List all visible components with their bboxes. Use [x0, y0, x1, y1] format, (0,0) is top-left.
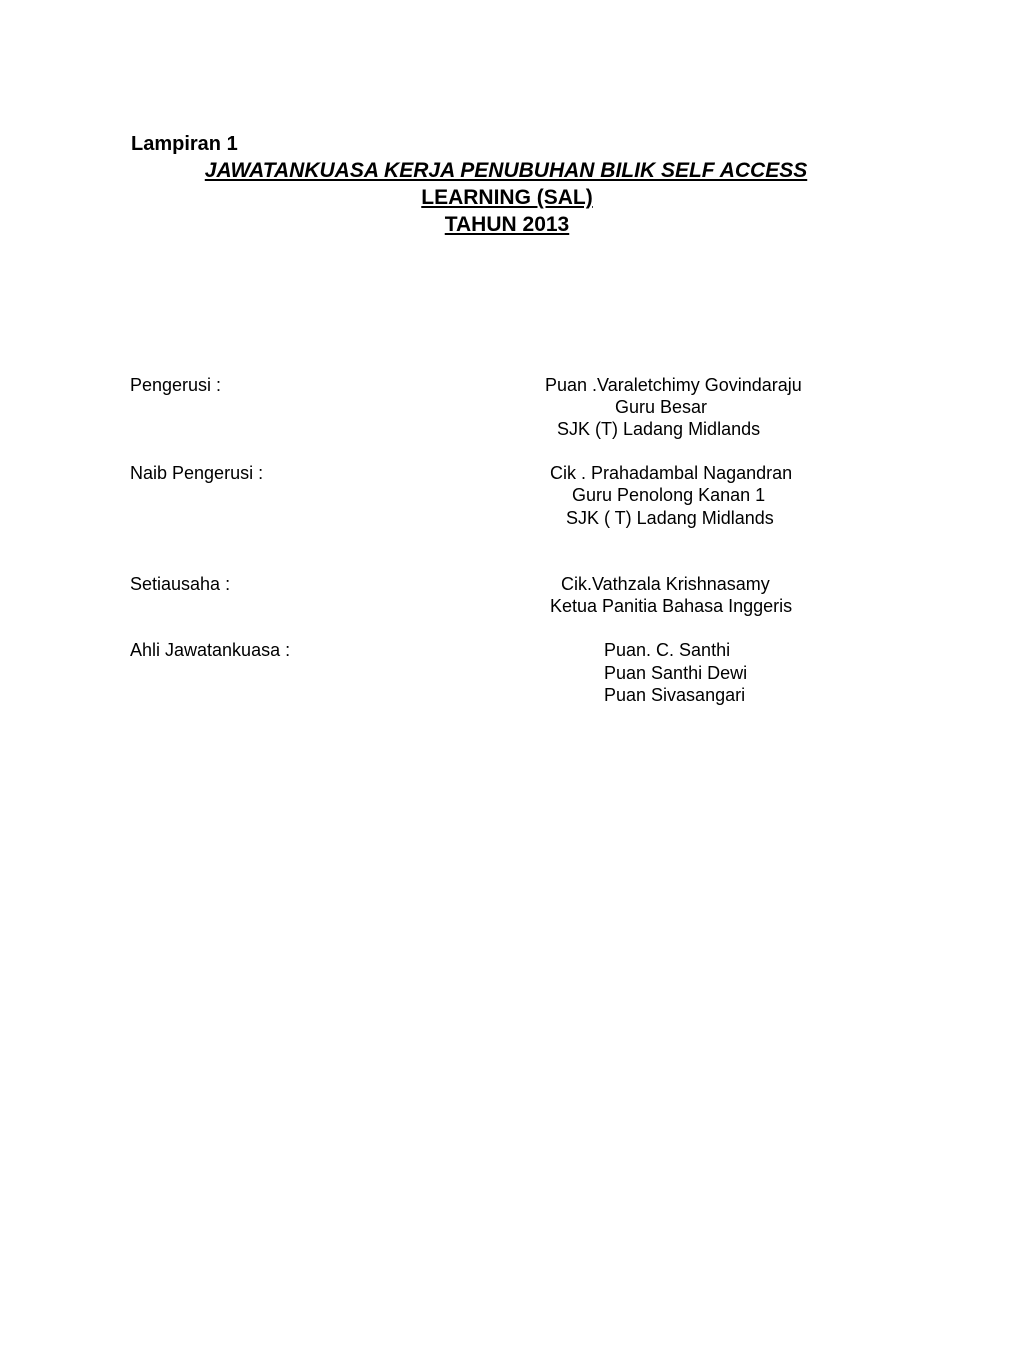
chair-school: SJK (T) Ladang Midlands: [557, 419, 761, 439]
document-title-line-3: TAHUN 2013: [444, 213, 570, 236]
chair-position: Guru Besar: [615, 397, 708, 417]
role-members: Ahli Jawatankuasa :: [130, 640, 291, 660]
secretary-name: Cik.Vathzala Krishnasamy: [561, 574, 770, 594]
member-name-1: Puan. C. Santhi: [604, 640, 731, 660]
document-title-line-2: LEARNING (SAL): [421, 186, 593, 209]
appendix-label: Lampiran 1: [131, 133, 238, 155]
vice-chair-name: Cik . Prahadambal Nagandran: [550, 463, 793, 483]
vice-chair-school: SJK ( T) Ladang Midlands: [566, 508, 774, 528]
role-chair: Pengerusi :: [130, 375, 222, 395]
vice-chair-position: Guru Penolong Kanan 1: [572, 485, 766, 505]
secretary-position: Ketua Panitia Bahasa Inggeris: [550, 596, 793, 616]
member-name-2: Puan Santhi Dewi: [604, 663, 748, 683]
role-secretary: Setiausaha :: [130, 574, 231, 594]
role-vice-chair: Naib Pengerusi :: [130, 463, 264, 483]
document-title-line-1: JAWATANKUASA KERJA PENUBUHAN BILIK SELF ACCESS: [204, 159, 808, 182]
member-name-3: Puan Sivasangari: [604, 685, 746, 705]
chair-name: Puan .Varaletchimy Govindaraju: [545, 375, 802, 395]
